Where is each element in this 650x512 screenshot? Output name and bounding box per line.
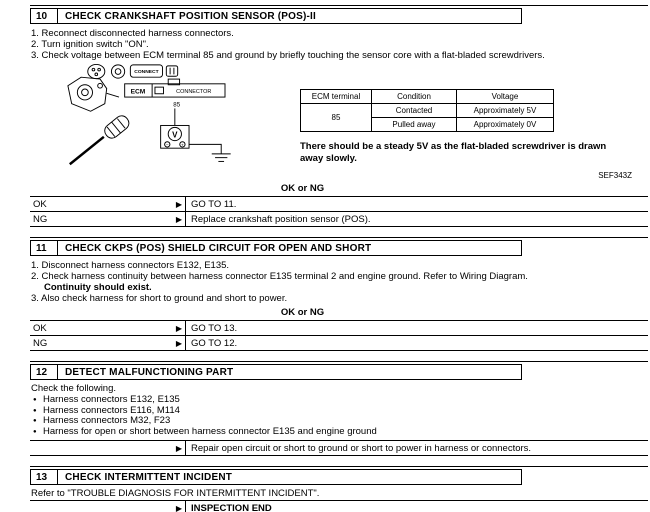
bullet-text: Harness connectors M32, F23 — [43, 415, 171, 426]
instruction-list — [31, 260, 648, 304]
step-13-section — [30, 466, 648, 512]
ecm-label: ECM — [130, 88, 146, 96]
result-action: GO TO 12. — [185, 336, 648, 350]
result-label — [30, 441, 169, 455]
step-title: DETECT MALFUNCTIONING PART — [65, 366, 234, 378]
instruction-list — [31, 28, 648, 61]
step-number: 11 — [31, 241, 58, 255]
instruction: 3. Check voltage between ECM terminal 85 and ground by briefly touching the sensor core with a flat-bladed screwdrivers. — [31, 50, 545, 61]
step-13-header — [30, 469, 522, 485]
result-action: GO TO 11. — [185, 197, 648, 211]
connector-icon-3 — [166, 66, 177, 76]
table-header-row — [301, 90, 554, 104]
bullet-text: Harness connectors E116, M114 — [43, 404, 180, 416]
figure-area — [56, 63, 648, 180]
connect-label: CONNECT — [134, 69, 159, 75]
ground-symbol-icon — [189, 144, 231, 161]
cell-voltage: Approximately 5V — [457, 104, 554, 118]
result-label: OK — [33, 322, 47, 334]
table-row — [301, 104, 554, 118]
figure-code: SEF343Z — [598, 171, 632, 180]
voltage-table — [300, 89, 554, 132]
connector-label: CONNECTOR — [176, 88, 212, 95]
instruction: 1. Disconnect harness connectors E132, E135. — [31, 260, 230, 271]
step-12-header — [30, 364, 522, 380]
plus-terminal: + — [181, 143, 184, 149]
connector-icon-2 — [111, 65, 124, 78]
result-label: NG — [33, 337, 48, 349]
result-row-ng — [30, 335, 648, 351]
connector-icon-1 — [88, 64, 105, 78]
terminal-85-label: 85 — [173, 101, 181, 109]
bullet-icon: ● — [33, 428, 37, 435]
voltmeter-label: V — [172, 130, 178, 140]
result-action: GO TO 13. — [185, 321, 648, 335]
result-row-inspection-end — [30, 500, 648, 512]
bullet-icon: ● — [33, 418, 37, 424]
refer-text: Refer to "TROUBLE DIAGNOSIS FOR INTERMITTENT INCIDENT". — [31, 488, 320, 499]
section-divider — [30, 466, 648, 467]
step-number: 12 — [31, 365, 58, 379]
result-label: OK — [33, 198, 47, 210]
result-action: Replace crankshaft position sensor (POS). — [185, 212, 648, 226]
cell-terminal: 85 — [301, 104, 372, 132]
instruction: 1. Reconnect disconnected harness connectors. — [31, 28, 234, 39]
result-row-ok — [30, 196, 648, 211]
header-ecm-terminal: ECM terminal — [301, 90, 372, 104]
instruction: 3. Also check harness for short to ground and short to power. — [31, 293, 288, 304]
result-action: INSPECTION END — [185, 501, 648, 512]
instruction: 2. Check harness continuity between harness connector E135 terminal 2 and engine ground. Refer to Wiring Diagram. — [31, 271, 528, 282]
minus-terminal: − — [165, 143, 169, 149]
step-10-header — [30, 8, 522, 24]
bullet-text: Harness for open or short between harness connector E135 and engine ground — [43, 425, 377, 437]
bullet-item — [30, 416, 648, 427]
section-divider — [30, 361, 648, 362]
section-divider — [30, 5, 648, 6]
steady-voltage-note: There should be a steady 5V as the flat-bladed screwdriver is drawn away slowly. — [300, 141, 607, 164]
step-number: 13 — [31, 470, 58, 484]
pointer-triangle-icon: ▶ — [175, 443, 182, 453]
cell-condition: Contacted — [372, 104, 457, 118]
step-10-section — [30, 5, 648, 227]
connect-badge-icon — [130, 65, 162, 77]
ecm-connector-box — [125, 79, 225, 97]
step-title: CHECK CRANKSHAFT POSITION SENSOR (POS)-II — [65, 10, 316, 22]
pointer-triangle-icon: ▶ — [175, 323, 182, 333]
step-11-header — [30, 240, 522, 256]
ok-or-ng-label: OK or NG — [280, 183, 325, 194]
step-title: CHECK INTERMITTENT INCIDENT — [65, 471, 233, 483]
bullet-icon: ● — [33, 397, 37, 403]
continuity-note: Continuity should exist. — [44, 282, 152, 293]
sensor-illustration — [68, 77, 119, 111]
step-title: CHECK CKPS (POS) SHIELD CIRCUIT FOR OPEN AND SHORT — [65, 242, 372, 254]
pointer-triangle-icon: ▶ — [175, 199, 182, 209]
bullet-text: Harness connectors E132, E135 — [43, 394, 180, 405]
header-voltage: Voltage — [457, 90, 554, 104]
result-label — [30, 501, 169, 512]
result-action: Repair open circuit or short to ground or short to power in harness or connectors. — [185, 441, 648, 455]
cell-voltage: Approximately 0V — [457, 118, 554, 132]
result-row-repair — [30, 440, 648, 456]
bullet-item — [30, 427, 648, 438]
step-number: 10 — [31, 9, 58, 23]
result-row-ok — [30, 320, 648, 335]
section-divider — [30, 237, 648, 238]
instruction: 2. Turn ignition switch "ON". — [31, 39, 149, 50]
pointer-triangle-icon: ▶ — [175, 214, 182, 224]
step-11-section — [30, 237, 648, 351]
bullet-list — [30, 395, 648, 437]
ok-or-ng-label: OK or NG — [280, 307, 325, 318]
result-row-ng — [30, 211, 648, 227]
voltmeter-icon — [161, 125, 189, 148]
pointer-triangle-icon: ▶ — [175, 503, 182, 512]
screwdriver-icon — [70, 113, 132, 164]
step-12-section — [30, 361, 648, 456]
result-label: NG — [33, 213, 48, 225]
sensor-test-figure — [56, 63, 288, 169]
check-following-text: Check the following. — [31, 383, 117, 394]
bullet-icon: ● — [33, 407, 37, 414]
cell-condition: Pulled away — [372, 118, 457, 132]
bullet-item — [30, 395, 648, 406]
header-condition: Condition — [372, 90, 457, 104]
pointer-triangle-icon: ▶ — [175, 338, 182, 348]
figure-right-column — [300, 63, 634, 180]
